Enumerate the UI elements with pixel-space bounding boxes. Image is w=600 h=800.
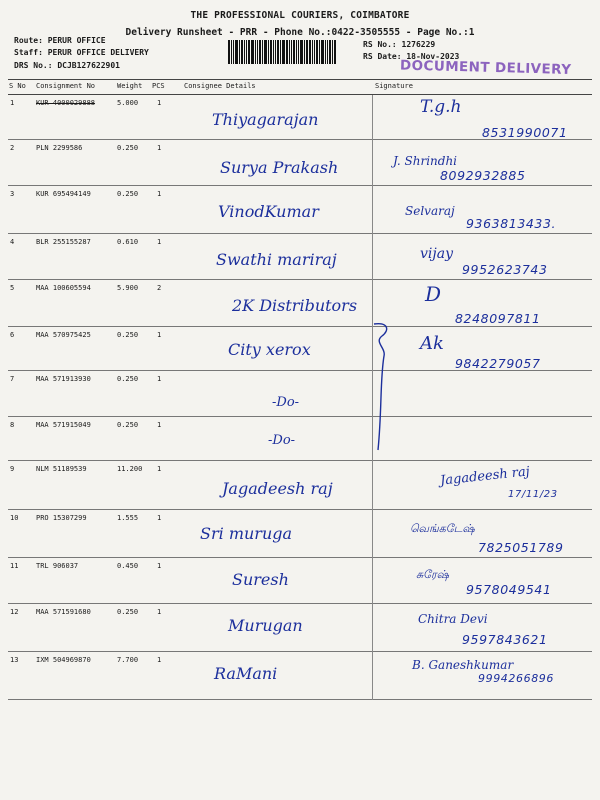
row-phone: 9578049541 — [466, 582, 552, 597]
row-pcs: 1 — [157, 190, 162, 198]
row-phone: 9994266896 — [478, 672, 554, 685]
barcode-bar — [321, 40, 324, 64]
row-sno: 3 — [10, 190, 15, 198]
row-signature: வெங்கடேஷ் — [410, 522, 475, 535]
row-sno: 13 — [10, 656, 19, 664]
row-weight: 11.200 — [117, 465, 143, 473]
row-consignment: MAA 571591680 — [36, 608, 91, 616]
row-sno: 5 — [10, 284, 15, 292]
table-row — [0, 234, 600, 280]
row-consignee: VinodKumar — [218, 202, 319, 221]
row-consignment: PLN 2299586 — [36, 144, 83, 152]
barcode-bar — [246, 40, 247, 64]
row-consignee: City xerox — [228, 340, 311, 359]
row-signature: Jagadeesh raj — [439, 464, 531, 489]
row-consignment: BLR 255155287 — [36, 238, 91, 246]
row-phone: 8092932885 — [440, 168, 526, 183]
barcode-bar — [257, 40, 258, 64]
row-phone: 9952623743 — [462, 262, 548, 277]
row-weight: 0.610 — [117, 238, 139, 246]
barcode-bar — [270, 40, 272, 64]
col-pcs: PCS — [152, 82, 165, 90]
barcode-bar — [316, 40, 318, 64]
row-consignee: Jagadeesh raj — [222, 479, 333, 498]
row-weight: 0.250 — [117, 375, 139, 383]
row-consignment: MAA 571913930 — [36, 375, 91, 383]
row-weight: 0.250 — [117, 144, 139, 152]
row-phone: 7825051789 — [478, 540, 564, 555]
table-row — [0, 510, 600, 558]
column-headers — [0, 82, 600, 92]
barcode-bar — [251, 40, 254, 64]
row-sno: 2 — [10, 144, 15, 152]
row-consignment: MAA 100605594 — [36, 284, 91, 292]
barcode-bar — [277, 40, 279, 64]
table-row — [0, 327, 600, 371]
row-consignment: KUR 4000029888 — [36, 99, 96, 107]
runsheet-subtitle: Delivery Runsheet - PRR - Phone No.:0422-3505555 - Page No.:1 — [125, 27, 475, 38]
row-consignee: 2K Distributors — [232, 296, 358, 315]
col-consignment: Consignment No — [36, 82, 96, 90]
company-title: THE PROFESSIONAL COURIERS, COIMBATORE — [190, 10, 410, 21]
col-consignee-details: Consignee Details — [184, 82, 256, 90]
barcode-bar — [282, 40, 285, 64]
row-weight: 7.700 — [117, 656, 139, 664]
barcode-bar — [319, 40, 320, 64]
row-signature: D — [425, 282, 442, 306]
row-weight: 0.250 — [117, 190, 139, 198]
barcode-bar — [291, 40, 292, 64]
col-signature: Signature — [375, 82, 413, 90]
row-sno: 12 — [10, 608, 19, 616]
barcode-bar — [325, 40, 326, 64]
row-weight: 1.555 — [117, 514, 139, 522]
row-signature: J. Shrindhi — [393, 154, 458, 168]
barcode-bar — [268, 40, 269, 64]
ditto-brace-mark — [368, 320, 398, 455]
row-weight: 0.250 — [117, 608, 139, 616]
barcode-bar — [228, 40, 230, 64]
row-pcs: 1 — [157, 99, 162, 107]
barcode-bar — [248, 40, 250, 64]
row-signature: T.g.h — [420, 97, 462, 117]
barcode-bar — [332, 40, 333, 64]
row-pcs: 1 — [157, 562, 162, 570]
header-rule — [8, 79, 592, 80]
row-phone: 9597843621 — [462, 632, 548, 647]
barcode-bar — [334, 40, 336, 64]
table-row — [0, 461, 600, 510]
col-sno: S No — [9, 82, 26, 90]
table-row — [0, 371, 600, 417]
row-pcs: 1 — [157, 514, 162, 522]
row-signature: சுரேஷ் — [416, 568, 449, 581]
barcode-bar — [309, 40, 311, 64]
row-pcs: 1 — [157, 238, 162, 246]
route-label: Route: PERUR OFFICE — [14, 36, 106, 45]
barcode-bar — [233, 40, 234, 64]
row-weight: 5.000 — [117, 99, 139, 107]
barcode-bar — [255, 40, 256, 64]
row-pcs: 2 — [157, 284, 162, 292]
barcode-bar — [327, 40, 328, 64]
table-row — [0, 186, 600, 234]
row-consignment: MAA 570975425 — [36, 331, 91, 339]
row-consignee: -Do- — [268, 433, 296, 448]
row-signature: vijay — [420, 246, 453, 262]
row-consignee: Thiyagarajan — [212, 110, 319, 129]
drs-number: DRS No.: DCJB127622901 — [14, 61, 120, 70]
barcode-bar — [306, 40, 308, 64]
barcode-bar — [239, 40, 240, 64]
row-phone: 8248097811 — [455, 311, 541, 326]
barcode-bar — [244, 40, 245, 64]
row-phone: 9842279057 — [455, 356, 541, 371]
row-consignee: Suresh — [232, 570, 289, 589]
table-row — [0, 652, 600, 700]
barcode-bar — [304, 40, 305, 64]
row-consignee: Sri muruga — [200, 524, 293, 543]
rs-date: RS Date: 18-Nov-2023 — [363, 52, 460, 61]
barcode-bar — [286, 40, 288, 64]
table-row — [0, 280, 600, 327]
table-row — [0, 604, 600, 652]
row-consignment: IXM 504969870 — [36, 656, 91, 664]
row-pcs: 1 — [157, 656, 162, 664]
row-weight: 0.250 — [117, 421, 139, 429]
row-consignment: TRL 906037 — [36, 562, 79, 570]
row-consignee: Murugan — [228, 616, 303, 635]
row-signature: Chitra Devi — [418, 612, 488, 626]
barcode-bar — [259, 40, 261, 64]
row-sno: 6 — [10, 331, 15, 339]
row-phone: 9363813433. — [466, 216, 557, 231]
barcode-bar — [235, 40, 238, 64]
barcode-bar — [314, 40, 315, 64]
row-weight: 0.450 — [117, 562, 139, 570]
row-sno: 8 — [10, 421, 15, 429]
barcode-bar — [273, 40, 274, 64]
document-delivery-stamp: DOCUMENT DELIVERY — [399, 57, 572, 78]
staff-label: Staff: PERUR OFFICE DELIVERY — [14, 48, 149, 57]
barcode-bar — [312, 40, 313, 64]
row-phone: 8531990071 — [482, 125, 568, 140]
row-consignee: -Do- — [272, 395, 300, 410]
barcode-bar — [231, 40, 232, 64]
row-pcs: 1 — [157, 375, 162, 383]
row-consignment: MAA 571915049 — [36, 421, 91, 429]
row-pcs: 1 — [157, 608, 162, 616]
row-sno: 10 — [10, 514, 19, 522]
table-row — [0, 558, 600, 604]
barcode-bar — [293, 40, 295, 64]
barcode-bar — [300, 40, 303, 64]
row-pcs: 1 — [157, 331, 162, 339]
barcode-bar — [264, 40, 267, 64]
row-weight: 5.900 — [117, 284, 139, 292]
row-pcs: 1 — [157, 144, 162, 152]
row-weight: 0.250 — [117, 331, 139, 339]
barcode-bar — [280, 40, 281, 64]
row-pcs: 1 — [157, 465, 162, 473]
row-signature: Ak — [420, 333, 444, 354]
barcode-bar — [262, 40, 263, 64]
table-row — [0, 417, 600, 461]
row-sno: 4 — [10, 238, 15, 246]
col-weight: Weight — [117, 82, 143, 90]
row-consignment: KUR 695494149 — [36, 190, 91, 198]
row-sno: 9 — [10, 465, 15, 473]
table-row — [0, 140, 600, 186]
row-consignment: NLM 51189539 — [36, 465, 87, 473]
barcode-bar — [275, 40, 276, 64]
row-consignee: Surya Prakash — [220, 158, 339, 177]
row-consignee: Swathi mariraj — [216, 250, 337, 269]
table-row — [0, 95, 600, 140]
row-sno: 7 — [10, 375, 15, 383]
barcode — [228, 40, 354, 64]
rs-number: RS No.: 1276229 — [363, 40, 436, 49]
row-signature: Selvaraj — [405, 204, 455, 218]
barcode-bar — [241, 40, 243, 64]
row-consignee: RaMani — [214, 664, 278, 683]
barcode-bar — [289, 40, 290, 64]
barcode-bar — [329, 40, 331, 64]
barcode-bar — [298, 40, 299, 64]
barcode-bar — [296, 40, 297, 64]
row-sno: 1 — [10, 99, 15, 107]
row-sno: 11 — [10, 562, 19, 570]
row-pcs: 1 — [157, 421, 162, 429]
row-signature: B. Ganeshkumar — [412, 658, 514, 672]
row-date: 17/11/23 — [508, 489, 558, 500]
row-consignment: PRO 15307299 — [36, 514, 87, 522]
